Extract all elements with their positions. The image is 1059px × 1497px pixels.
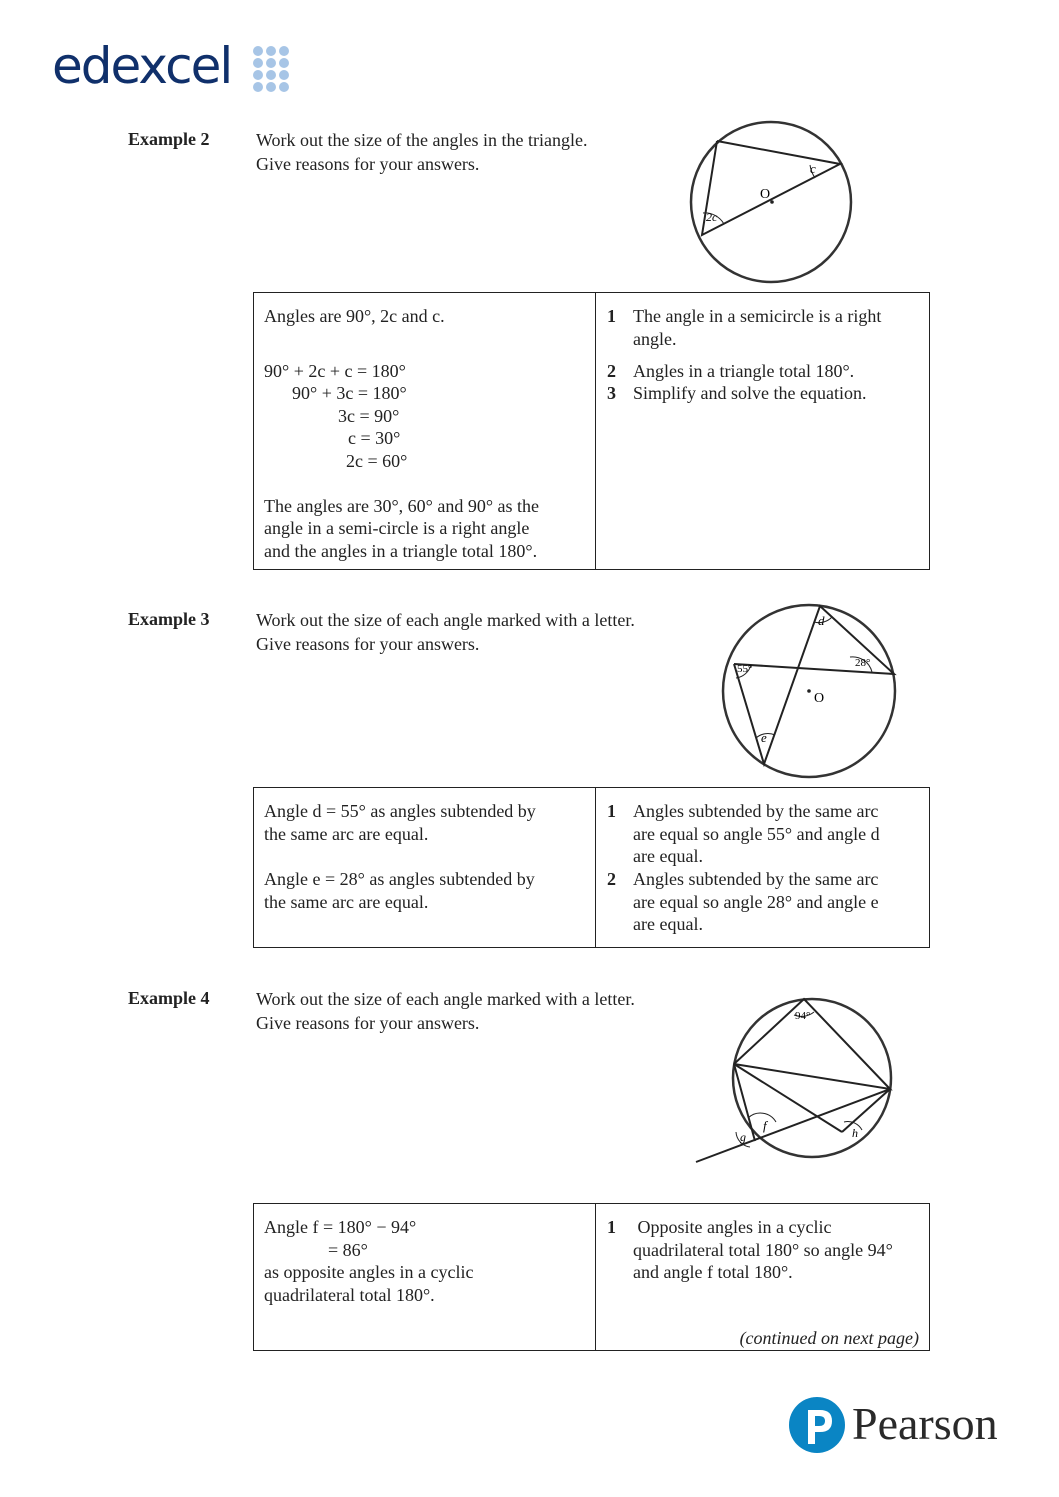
continued-note: (continued on next page) [739, 1328, 919, 1348]
angle-label-h: h [852, 1126, 858, 1140]
edexcel-logo-text: edexcel [52, 37, 232, 95]
angle-label-28: 28° [855, 657, 871, 669]
solution-line: as opposite angles in a cyclic quadrilateral total 180°. [264, 1262, 474, 1305]
solution-line: = 86° [328, 1240, 368, 1260]
angle-label-f: f [763, 1118, 767, 1133]
solution-line: 90° + 2c + c = 180° [264, 361, 406, 381]
method-column: 1 Opposite angles in a cyclic quadrilateral total 180° so angle 94° and angle f total 180°. (continued on next page) [607, 1217, 919, 1348]
centre-label: O [814, 691, 825, 706]
angle-label-g: g [740, 1130, 746, 1144]
solution-line: Angles are 90°, 2c and c. [264, 306, 445, 326]
solution-line: c = 30° [348, 428, 401, 448]
example-3-solution-table [253, 787, 930, 948]
example-4-question [256, 987, 635, 1035]
example-4-diagram [690, 992, 900, 1170]
question-line: Give reasons for your answers. [256, 154, 480, 174]
solution-line: 3c = 90° [338, 406, 400, 426]
example-2-question [256, 128, 587, 176]
example-2-solution-table [253, 292, 930, 570]
solution-line: 90° + 3c = 180° [292, 383, 407, 403]
example-2-diagram [685, 118, 857, 290]
solution-line: The angles are 30°, 60° and 90° as the [264, 496, 540, 516]
angle-label-94: 94° [795, 1010, 811, 1022]
solution-line: Angle f = 180° − 94° [264, 1217, 417, 1237]
dot-grid-icon [251, 46, 297, 92]
pearson-logo-text: Pearson [852, 1398, 998, 1449]
solution-line: Angle d = 55° as angles subtended by the same arc are equal. [264, 801, 536, 844]
example-3-diagram [718, 600, 900, 782]
question-line: Give reasons for your answers. [256, 1013, 480, 1033]
working-column [254, 1204, 596, 1350]
example-2-label: Example 2 [128, 129, 210, 149]
example-4-solution-table [253, 1203, 930, 1351]
question-line: Work out the size of each angle marked with a letter. [256, 989, 635, 1009]
working-column [254, 293, 596, 569]
pearson-p-icon [788, 1396, 846, 1454]
question-line: Work out the size of the angles in the triangle. [256, 130, 588, 150]
solution-line: and the angles in a triangle total 180°. [264, 541, 538, 561]
solution-line: Angle e = 28° as angles subtended by the same arc are equal. [264, 869, 535, 912]
centre-label: O [760, 187, 771, 202]
example-3-question [256, 608, 635, 656]
angle-label-2c: 2c [706, 210, 718, 224]
angle-label-d: d [818, 613, 825, 628]
example-4-label: Example 4 [128, 988, 210, 1008]
method-column: 1 Angles subtended by the same arc are equal so angle 55° and angle d are equal. 2 Angles subtended by the same arc are equal so angle 28° and angle e are equal. [607, 801, 880, 934]
solution-line: angle in a semi-circle is a right angle [264, 518, 530, 538]
working-column [254, 788, 596, 947]
solution-line: 2c = 60° [346, 451, 408, 471]
angle-label-e: e [761, 730, 767, 745]
method-column: 1 The angle in a semicircle is a right angle. 2 Angles in a triangle total 180°. 3 Simplify and solve the equation. [607, 306, 882, 403]
question-line: Work out the size of each angle marked with a letter. [256, 610, 635, 630]
angle-label-55: 55° [737, 663, 753, 675]
question-line: Give reasons for your answers. [256, 634, 480, 654]
angle-label-c: c [810, 161, 816, 176]
example-3-label: Example 3 [128, 609, 210, 629]
